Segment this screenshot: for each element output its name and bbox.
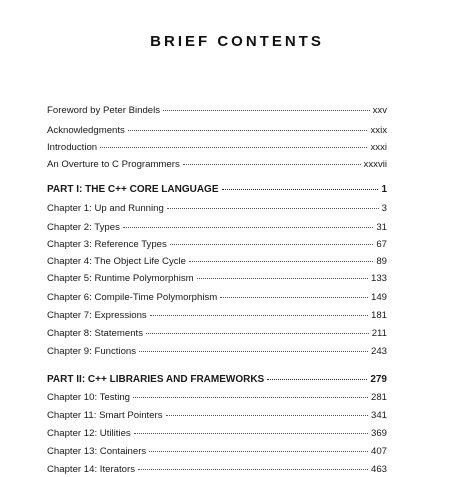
toc-entry-label: Chapter 7: Expressions <box>47 310 147 321</box>
toc-entry <box>47 291 387 305</box>
toc-entry-label: Chapter 14: Iterators <box>47 464 135 475</box>
toc-entry-label: An Overture to C Programmers <box>47 159 180 170</box>
toc-entry-page-number: 243 <box>370 346 387 357</box>
dot-leader <box>134 433 368 434</box>
toc-entry-page-number: 341 <box>370 410 387 421</box>
toc-entry <box>47 202 387 216</box>
dot-leader <box>133 397 368 398</box>
dot-leader <box>220 297 368 298</box>
toc-entry-page-number: 211 <box>371 328 387 339</box>
toc-entry-label: Chapter 12: Utilities <box>47 428 131 439</box>
toc-entry-page-number: xxv <box>372 105 387 116</box>
toc-entry-page-number: 281 <box>370 392 387 403</box>
dot-leader <box>138 469 368 470</box>
toc-entry-page-number: 369 <box>370 428 387 439</box>
toc-entry-label: Acknowledgments <box>47 125 125 136</box>
page-title: BRIEF CONTENTS <box>150 33 324 50</box>
toc-entry <box>47 427 387 441</box>
dot-leader <box>163 110 370 111</box>
dot-leader <box>146 333 369 334</box>
toc-entry-label: Chapter 11: Smart Pointers <box>47 410 163 421</box>
toc-entry-label: Chapter 3: Reference Types <box>47 239 167 250</box>
toc-entry <box>47 327 387 341</box>
toc-entry-page-number: xxxi <box>370 142 387 153</box>
toc-entry <box>47 221 387 235</box>
toc-entry <box>47 272 387 286</box>
toc-entry <box>47 124 387 138</box>
toc-entry-label: Chapter 8: Statements <box>47 328 143 339</box>
toc-entry-page-number: 279 <box>370 374 387 385</box>
toc-entry <box>47 158 387 172</box>
toc-entry-label: PART I: THE C++ CORE LANGUAGE <box>47 184 219 195</box>
toc-entry-page-number: 181 <box>370 310 387 321</box>
toc-entry <box>47 445 387 459</box>
toc-entry-label: Chapter 6: Compile-Time Polymorphism <box>47 292 218 303</box>
toc-entry-label: Chapter 1: Up and Running <box>47 203 164 214</box>
dot-leader <box>100 147 367 148</box>
dot-leader <box>150 315 368 316</box>
toc-entry-page-number: 3 <box>381 203 387 214</box>
toc-entry <box>47 309 387 323</box>
toc-entry-page-number: 89 <box>376 256 387 267</box>
toc-entry-label: Introduction <box>47 142 98 153</box>
toc-entry <box>47 238 387 252</box>
toc-entry <box>47 391 387 405</box>
toc-entry-page-number: 407 <box>370 446 387 457</box>
toc-entry-label: Chapter 4: The Object Life Cycle <box>47 256 187 267</box>
toc-entry <box>47 345 387 359</box>
dot-leader <box>197 278 368 279</box>
dot-leader <box>167 208 379 209</box>
toc-entry-page-number: 67 <box>376 239 387 250</box>
dot-leader <box>189 261 373 262</box>
dot-leader <box>139 351 368 352</box>
toc-entry-page-number: 133 <box>370 273 387 284</box>
dot-leader <box>123 227 373 228</box>
toc-entry-label: Chapter 9: Functions <box>47 346 137 357</box>
toc-entry <box>47 141 387 155</box>
toc-entry-label: Foreword by Peter Bindels <box>47 105 161 116</box>
toc-part-entry <box>47 183 387 197</box>
toc-entry-label: PART II: C++ LIBRARIES AND FRAMEWORKS <box>47 374 265 385</box>
dot-leader <box>166 415 368 416</box>
toc-entry-label: Chapter 13: Containers <box>47 446 147 457</box>
toc-entry-page-number: xxxvii <box>363 159 387 170</box>
toc-entry-page-number: 1 <box>381 184 387 195</box>
dot-leader <box>222 189 379 190</box>
toc-entry-label: Chapter 5: Runtime Polymorphism <box>47 273 194 284</box>
toc-entry-page-number: 31 <box>376 222 387 233</box>
toc-part-entry <box>47 373 387 387</box>
dot-leader <box>128 130 368 131</box>
dot-leader <box>267 379 367 380</box>
toc-entry-label: Chapter 2: Types <box>47 222 120 233</box>
dot-leader <box>183 164 361 165</box>
toc-entry-page-number: xxix <box>370 125 387 136</box>
toc-entry-page-number: 149 <box>370 292 387 303</box>
dot-leader <box>149 451 368 452</box>
dot-leader <box>170 244 374 245</box>
toc-entry-page-number: 463 <box>370 464 387 475</box>
toc-entry-label: Chapter 10: Testing <box>47 392 131 403</box>
toc-entry <box>47 409 387 423</box>
toc-entry <box>47 255 387 269</box>
toc-entry <box>47 463 387 477</box>
toc-entry <box>47 104 387 118</box>
